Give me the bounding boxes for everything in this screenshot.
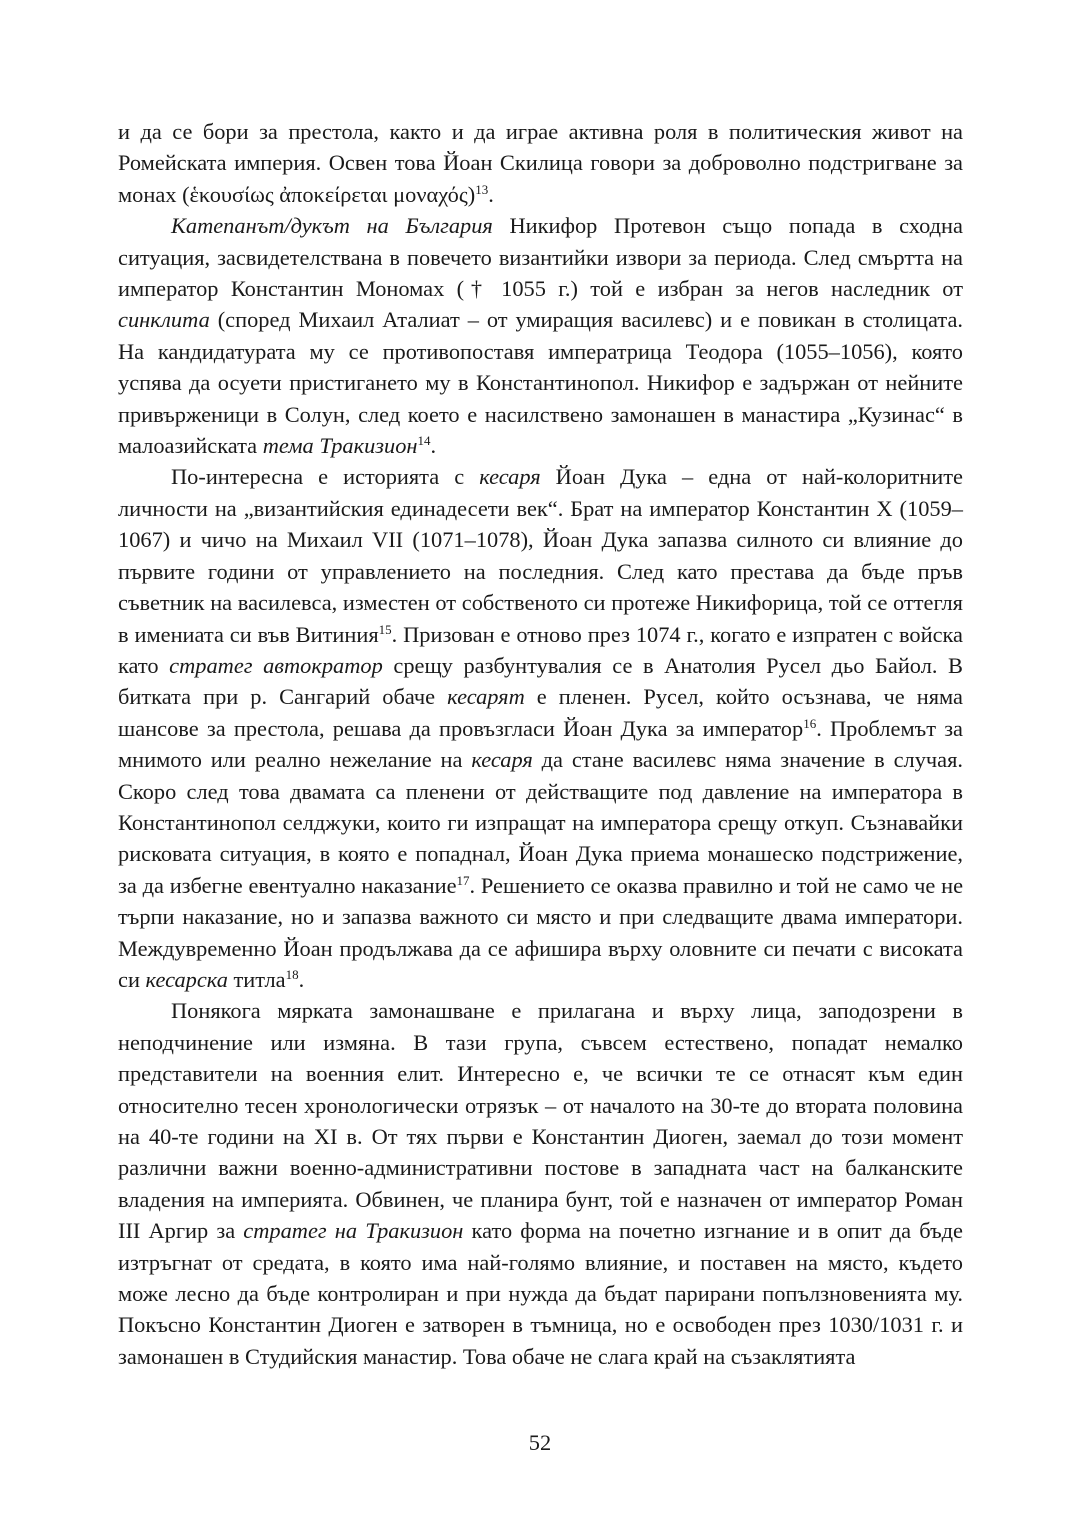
text-run: титла bbox=[227, 966, 286, 992]
text-run: (според Михаил Аталиат – от умиращия василевс) и е повикан в столицата. На кандидатурата му се противопоставя императрица Теодора (1055–1056), която успява да осуети пристигането му в Константинопол. Никифор е задържан от нейните привърженици в Солун, след което е насилствено замонашен в манастира „Кузинас“ в малоазийската bbox=[118, 307, 963, 459]
italic-term: тема Тракизион bbox=[262, 433, 418, 459]
paragraph-2 bbox=[118, 210, 963, 461]
text-run: . bbox=[298, 966, 305, 992]
footnote-ref-15[interactable]: 15 bbox=[378, 621, 392, 637]
footnote-ref-14[interactable]: 14 bbox=[417, 433, 431, 449]
italic-term: кесаря bbox=[479, 464, 541, 490]
text-run: . Решението се оказва правилно и той не само че не търпи наказание, но и запазва важното си място и при следващите двама императори. Междувременно Йоан продължава да се афишира върху оловните си печати с високата си bbox=[118, 872, 964, 992]
italic-term: стратег автократор bbox=[169, 652, 383, 678]
italic-term: кесаря bbox=[471, 747, 533, 773]
paragraph-3 bbox=[118, 461, 963, 995]
text-run: срещу разбунтувалия се в Анатолия Русел дьо Байол. В битката при р. Сангарий обаче bbox=[118, 652, 963, 710]
text-run: и да се бори за престола, както и да играе активна роля в политическия живот на Ромейската империя. Освен това Йоан Скилица говори за доброволно подстригване за монах (ἑκουσίως ἀποκείρεται μοναχός) bbox=[118, 119, 963, 207]
footnote-ref-13[interactable]: 13 bbox=[475, 181, 489, 197]
italic-term: синклита bbox=[118, 307, 210, 333]
text-run: . bbox=[488, 181, 494, 207]
italic-term: кесарска bbox=[145, 966, 228, 992]
footnote-ref-16[interactable]: 16 bbox=[803, 715, 817, 731]
text-run: . Призован е отново през 1074 г., когато е изпратен с войска като bbox=[118, 621, 963, 678]
text-run: По-интересна е историята с bbox=[171, 464, 480, 490]
text-run: Йоан Дука – една от най-колоритните личности на „византийския единадесети век“. Брат на император Константин X (1059–1067) и чичо на Михаил VII (1071–1078), Йоан Дука запазва силното си влияние до първите години от управлението на последния. След като престава да бъде пръв съветник на василевса, изместен от собственото си протеже Никифорица, той се оттегля в имениата си във Витиния bbox=[118, 464, 963, 647]
page-body bbox=[118, 116, 963, 1372]
text-run: Понякога мярката замонашване е прилагана и върху лица, заподозрени в неподчинение или измяна. В тази група, съвсем естествено, попадат немалко представители на военния елит. Интересно е, че всички те се отнасят към един относително тесен хронологически отрязък – от началото на 30-те до втората половина на 40-те години на XI в. От тях първи е Константин Диоген, заемал до този момент различни важни военно-административни постове в западната част на балканските владения на империята. Обвинен, че планира бунт, той е назначен от император Роман III Аргир за bbox=[118, 998, 963, 1244]
italic-term: стратег на Тракизион bbox=[243, 1218, 464, 1244]
text-run: е пленен. Русел, който осъзнава, че няма шансове за престола, решава да провъзгласи Йоан Дука за император bbox=[118, 684, 963, 741]
text-run: Никифор Протевон също попада в сходна ситуация, засвидетелствана в повечето византийки извори за периода. След смъртта на император Константин Мономах († 1055 г.) той е избран за негов наследник от bbox=[118, 213, 963, 302]
italic-term: Катепанът/дукът на България bbox=[171, 213, 493, 239]
paragraph-1 bbox=[118, 116, 963, 210]
text-run: . Проблемът за мнимото или реално нежелание на bbox=[118, 715, 963, 773]
page-number: 52 bbox=[528, 1430, 552, 1455]
text-run: като форма на почетно изгнание и в опит да бъде изтръгнат от средата, в която има най-голямо влияние, и поставен на място, където може лесно да бъде контролиран и при нужда да бъдат парирани попълзновенията му. Покъсно Константин Диоген е затворен в тъмница, но е освободен през 1030/1031 г. и замонашен в Студийския манастир. Това обаче не слага край на съзаклятията bbox=[118, 1218, 963, 1369]
text-run: . bbox=[430, 433, 437, 459]
text-run: да стане василевс няма значение в случая. Скоро след това двамата са пленени от действащите под давление на императора в Константинопол селджуки, които ги изпращат на императора срещу откуп. Съзнавайки рисковата ситуация, в която е попаднал, Йоан Дука приема монашеско подстрижение, за да избегне евентуално наказание bbox=[118, 747, 963, 898]
footnote-ref-18[interactable]: 18 bbox=[285, 966, 299, 982]
footnote-ref-17[interactable]: 17 bbox=[456, 872, 470, 888]
italic-term: кесарят bbox=[447, 684, 525, 710]
paragraph-4 bbox=[118, 995, 963, 1372]
